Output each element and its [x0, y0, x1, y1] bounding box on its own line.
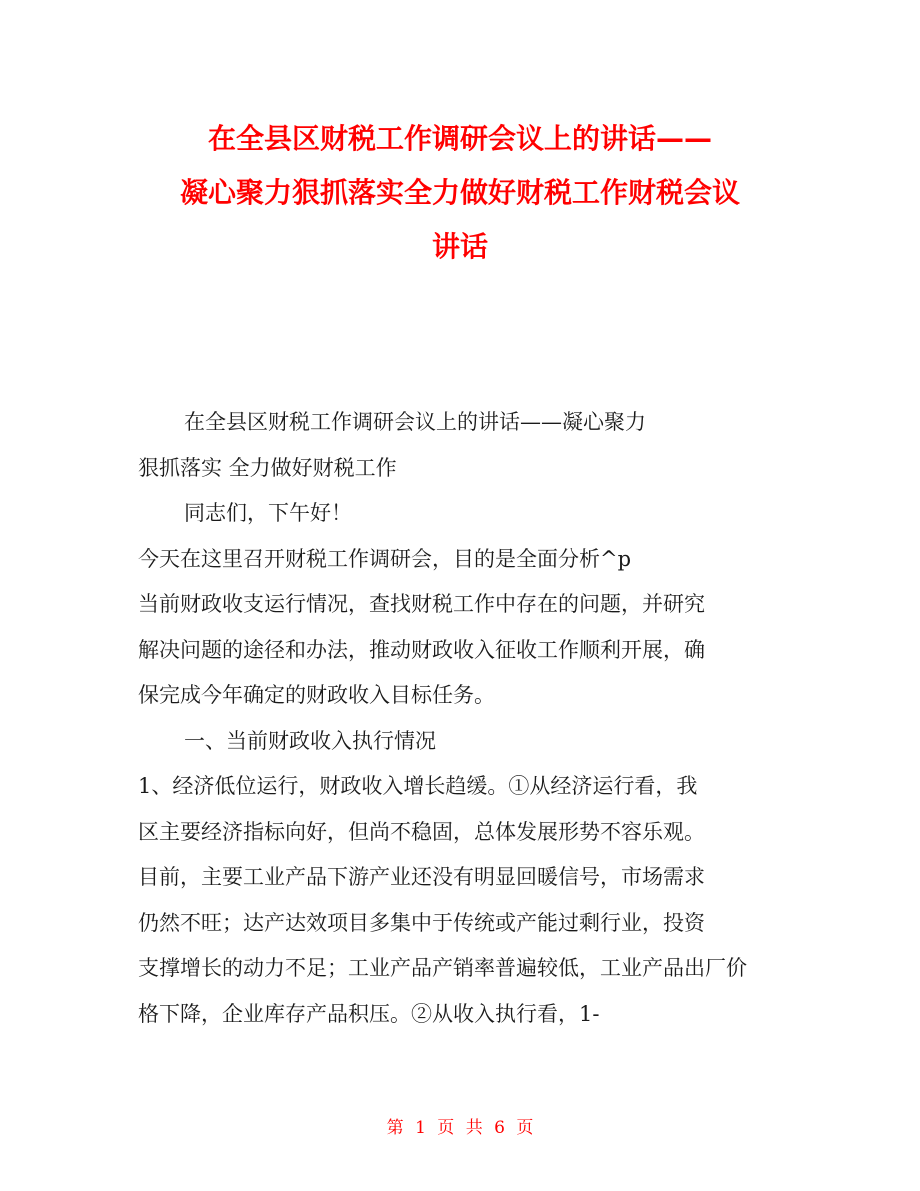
body-line: 今天在这里召开财税工作调研会，目的是全面分析^p [138, 546, 632, 571]
body-line: 仍然不旺；达产达效项目多集中于传统或产能过剩行业，投资 [138, 910, 705, 935]
title-line-1: 在全县区财税工作调研会议上的讲话—— [207, 122, 712, 155]
body-line: 保完成今年确定的财政收入目标任务。 [138, 683, 495, 707]
body-line: 狠抓落实 全力做好财税工作 [138, 455, 397, 480]
body-line: 区主要经济指标向好，但尚不稳固，总体发展形势不容乐观。 [138, 819, 705, 844]
body-line: 当前财政收支运行情况，查找财税工作中存在的问题，并研究 [138, 592, 705, 616]
title-line-2: 凝心聚力狠抓落实全力做好财税工作财税会议 [179, 176, 740, 209]
body-line: 支撑增长的动力不足；工业产品产销率普遍较低，工业产品出厂价 [138, 956, 747, 980]
body-line: 目前，主要工业产品下游产业还没有明显回暖信号，市场需求 [138, 865, 705, 889]
title-line-3: 讲话 [431, 230, 488, 263]
body-line: 1、经济低位运行，财政收入增长趋缓。①从经济运行看，我 [138, 774, 698, 798]
document-title [100, 112, 820, 274]
document-body [138, 400, 798, 1037]
body-line: 在全县区财税工作调研会议上的讲话——凝心聚力 [184, 410, 646, 434]
body-line: 解决问题的途径和办法，推动财政收入征收工作顺利开展，确 [138, 637, 705, 662]
body-line: 同志们，下午好！ [184, 501, 352, 525]
body-line: 格下降，企业库存产品积压。②从收入执行看，1- [138, 1001, 600, 1026]
section-heading: 一、当前财政收入执行情况 [184, 728, 436, 753]
page-footer: 第 1 页 共 6 页 [386, 1118, 534, 1138]
